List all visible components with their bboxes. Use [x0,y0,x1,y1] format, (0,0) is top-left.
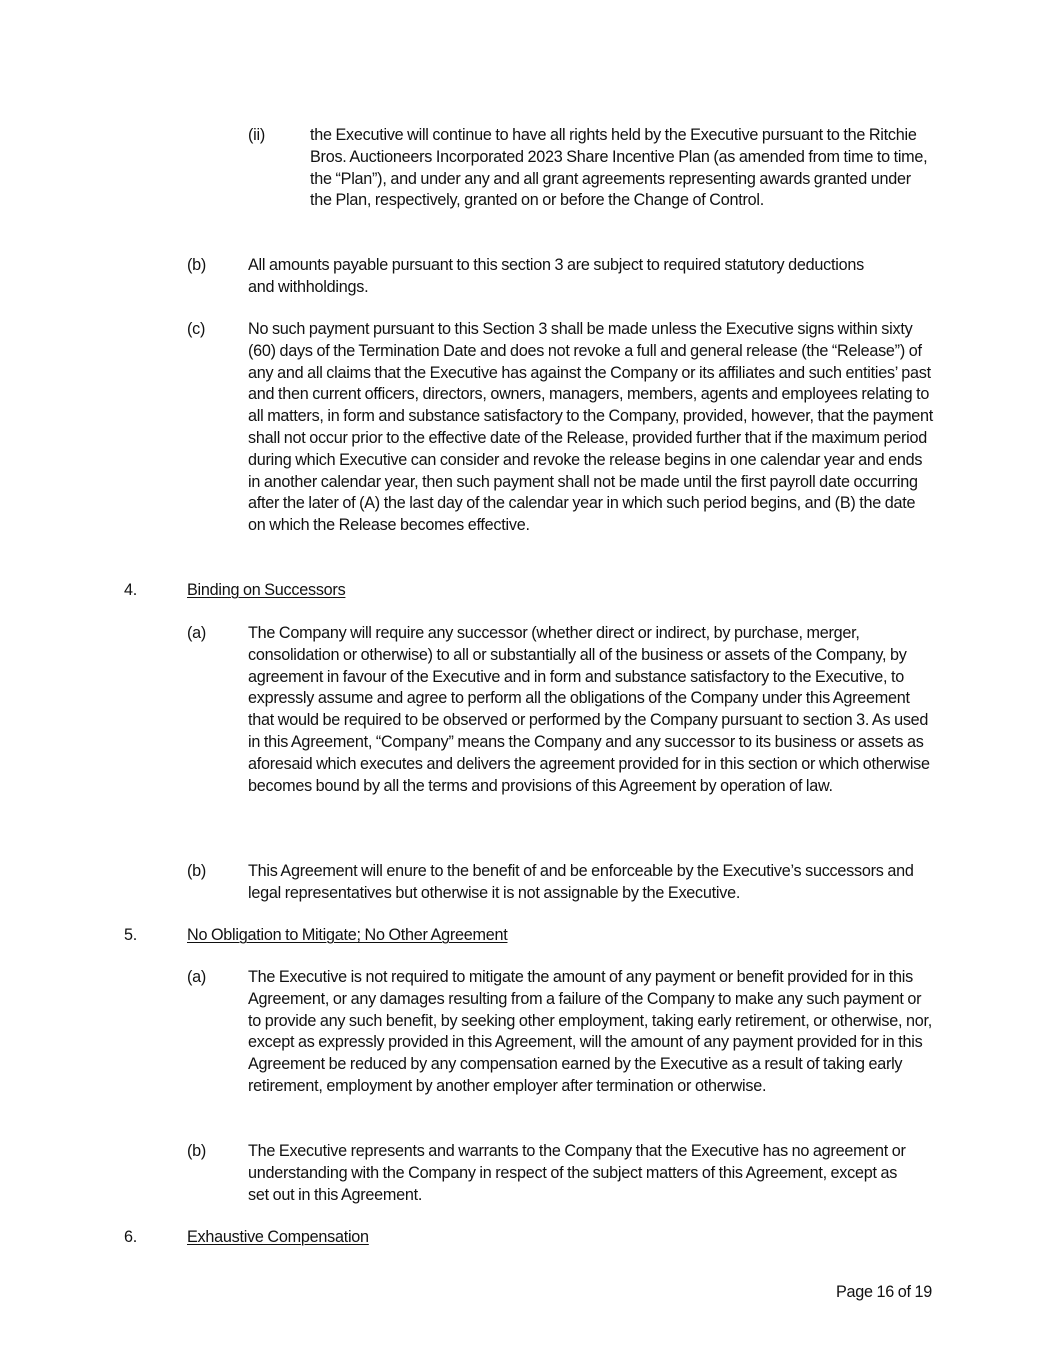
section6-title: Exhaustive Compensation [187,1228,369,1246]
item-ii-text: the Executive will continue to have all rights held by the Executive pursuant to the Ritchie Bros. Auctioneers Incorporated 2023 Share Incentive Plan (as amended from time to time, the “Plan”), and under any and all grant agreements representing awards granted under the Plan, respectively, granted on or before the Change of Control. [310,126,928,210]
section3-b-label: (b) [187,256,207,274]
section5-b-label: (b) [187,1142,207,1160]
page-number: Page 16 of 19 [835,1283,932,1301]
section6-number: 6. [124,1228,138,1246]
section4-title: Binding on Successors [187,581,346,599]
section4-b-text: This Agreement will enure to the benefit of and be enforceable by the Executive’s successors and legal representatives but otherwise it is not assignable by the Executive. [248,862,914,902]
section5-a-text: The Executive is not required to mitigate the amount of any payment or benefit provided for in this Agreement, or any damages resulting from a failure of the Company to make any such payment or to provide any such benefit, by seeking other employment, taking early retirement, or otherwise, nor, except as expressly provided in this Agreement, will the amount of any payment provided for in this Agreement be reduced by any compensation earned by the Executive as a result of taking early retirement, employment by another employer after termination or otherwise. [248,968,932,1095]
section5-title: No Obligation to Mitigate; No Other Agreement [187,926,508,944]
section3-c-label: (c) [187,320,206,338]
section4-a-label: (a) [187,624,207,642]
section5-number: 5. [124,926,138,944]
item-ii-label: (ii) [248,126,265,144]
section4-a-text: The Company will require any successor (whether direct or indirect, by purchase, merger, consolidation or otherwise) to all or substantially all of the business or assets of the Company, by agreement in favour of the Executive and in form and substance satisfactory to the Executive, to expressly assume and agree to perform all the obligations of the Company under this Agreement that would be required to be observed or performed by the Company pursuant to section 3. As used in this Agreement, “Company” means the Company and any successor to its business or assets as aforesaid which executes and delivers the agreement provided for in this section or which otherwise becomes bound by all the terms and provisions of this Agreement by operation of law. [248,624,930,795]
section5-b-text: The Executive represents and warrants to the Company that the Executive has no agreement or understanding with the Company in respect of the subject matters of this Agreement, except as set out in this Agreement. [248,1142,906,1204]
section5-a-label: (a) [187,968,207,986]
section4-number: 4. [124,581,138,599]
section3-b-text: All amounts payable pursuant to this section 3 are subject to required statutory deductions and withholdings. [248,256,864,296]
section3-c-text: No such payment pursuant to this Section 3 shall be made unless the Executive signs within sixty (60) days of the Termination Date and does not revoke a full and general release (the “Release”) of any and all claims that the Executive has against the Company or its affiliates and such entities’ past and then current officers, directors, owners, managers, members, agents and employees relating to all matters, in form and substance satisfactory to the Company, provided, however, that the payment shall not occur prior to the effective date of the Release, provided further that if the maximum period during which Executive can consider and revoke the release begins in one calendar year and ends in another calendar year, then such payment shall not be made until the first payroll date occurring after the later of (A) the last day of the calendar year in which such period begins, and (B) the date on which the Release becomes effective. [248,320,934,535]
section4-b-label: (b) [187,862,207,880]
